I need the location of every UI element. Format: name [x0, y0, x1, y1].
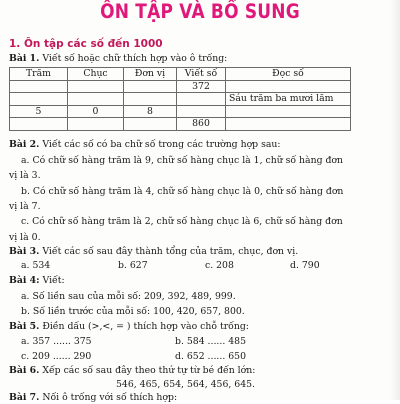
table-cell[interactable]: [226, 105, 351, 118]
page-edge-shadow: [390, 0, 400, 400]
exercise-5-text: Điền dấu (>,<, = ) thích hợp vào chỗ trống:: [42, 321, 249, 332]
exercise-7-label: Bài 7.: [9, 392, 40, 403]
exercise-4-text: Viết:: [42, 275, 65, 286]
exercise-6-prompt: [9, 365, 255, 377]
header-doc-so: Đọc số: [226, 68, 351, 81]
table-cell: 5: [10, 105, 68, 118]
exercise-7-text: Nối ô trống với số thích hợp:: [42, 392, 178, 403]
page-title: ÔN TẬP VÀ BỔ SUNG: [100, 0, 300, 24]
table-cell[interactable]: [177, 105, 226, 118]
exercise-6-numbers: 546, 465, 654, 564, 456, 645.: [116, 379, 255, 390]
exercise-6-label: Bài 6.: [9, 365, 40, 376]
exercise-7-prompt: [9, 392, 177, 404]
table-cell[interactable]: [124, 80, 177, 93]
exercise-3-option-c: c. 208: [205, 260, 234, 271]
exercise-1-label: Bài 1.: [9, 53, 40, 64]
exercise-3-text: Viết các số sau đây thành tổng của trăm, chục, đơn vị.: [42, 246, 299, 257]
table-cell[interactable]: [124, 93, 177, 106]
exercise-2c-line2: vị là 0.: [9, 232, 41, 243]
section-heading: 1. Ôn tập các số đến 1000: [9, 38, 163, 50]
exercise-2b-line2: vị là 7.: [9, 201, 41, 212]
table-cell: 860: [177, 118, 226, 131]
table-cell[interactable]: [177, 93, 226, 106]
table-cell[interactable]: [10, 118, 68, 131]
header-viet-so: Viết số: [177, 68, 226, 81]
table-cell[interactable]: [10, 80, 68, 93]
exercise-5-label: Bài 5.: [9, 321, 40, 332]
table-cell[interactable]: [124, 118, 177, 131]
exercise-4a: a. Số liền sau của mỗi số: 209, 392, 489, 999.: [21, 291, 236, 302]
exercise-3-option-b: b. 627: [118, 260, 148, 271]
exercise-5-item-b: b. 584 ...... 485: [175, 336, 246, 347]
table-cell[interactable]: [226, 118, 351, 131]
table-cell[interactable]: [68, 118, 124, 131]
exercise-6-text: Xếp các số sau đây theo thứ tự từ bé đến lớn:: [42, 365, 256, 376]
header-tram: Trăm: [10, 68, 68, 81]
exercise-2c-line1: c. Có chữ số hàng trăm là 2, chữ số hàng chục là 6, chữ số hàng đơn: [21, 216, 343, 227]
exercise-2a-line2: vị là 3.: [9, 170, 41, 181]
table-row: [10, 118, 351, 131]
header-don-vi: Đơn vị: [124, 68, 177, 81]
exercise-1-prompt: [9, 53, 227, 65]
table-header-row: [10, 68, 351, 81]
exercise-4b: b. Số liền trước của mỗi số: 100, 420, 657, 800.: [21, 306, 245, 317]
exercise-3-option-d: d. 790: [290, 260, 320, 271]
exercise-2b-line1: b. Có chữ số hàng trăm là 4, chữ số hàng chục là 0, chữ số hàng đơn: [21, 186, 344, 197]
exercise-2a-line1: a. Có chữ số hàng trăm là 9, chữ số hàng chục là 1, chữ số hàng đơn: [21, 155, 344, 166]
exercise-4-prompt: [9, 275, 65, 287]
exercise-3-prompt: [9, 246, 298, 258]
table-row: [10, 93, 351, 106]
exercise-2-label: Bài 2.: [9, 139, 40, 150]
table-cell[interactable]: [68, 93, 124, 106]
table-row: [10, 105, 351, 118]
exercise-3-option-a: a. 534: [21, 260, 51, 271]
exercise-5-item-d: d. 652 ...... 650: [175, 351, 246, 362]
exercise-2-text: Viết các số có ba chữ số trong các trường hợp sau:: [42, 139, 281, 150]
place-value-table: [9, 67, 351, 131]
exercise-5-prompt: [9, 321, 249, 333]
exercise-4-label: Bài 4:: [9, 275, 40, 286]
table-cell: Sáu trăm ba mươi lăm: [226, 93, 351, 106]
exercise-5-item-a: a. 357 ...... 375: [21, 336, 92, 347]
table-cell[interactable]: [68, 80, 124, 93]
exercise-5-item-c: c. 209 ...... 290: [21, 351, 92, 362]
exercise-3-label: Bài 3.: [9, 246, 40, 257]
table-cell: 8: [124, 105, 177, 118]
exercise-2-prompt: [9, 139, 281, 151]
table-row: [10, 80, 351, 93]
table-cell: 0: [68, 105, 124, 118]
table-cell: 372: [177, 80, 226, 93]
exercise-1-text: Viết số hoặc chữ thích hợp vào ô trống:: [42, 53, 228, 64]
table-cell[interactable]: [226, 80, 351, 93]
table-cell[interactable]: [10, 93, 68, 106]
header-chuc: Chục: [68, 68, 124, 81]
